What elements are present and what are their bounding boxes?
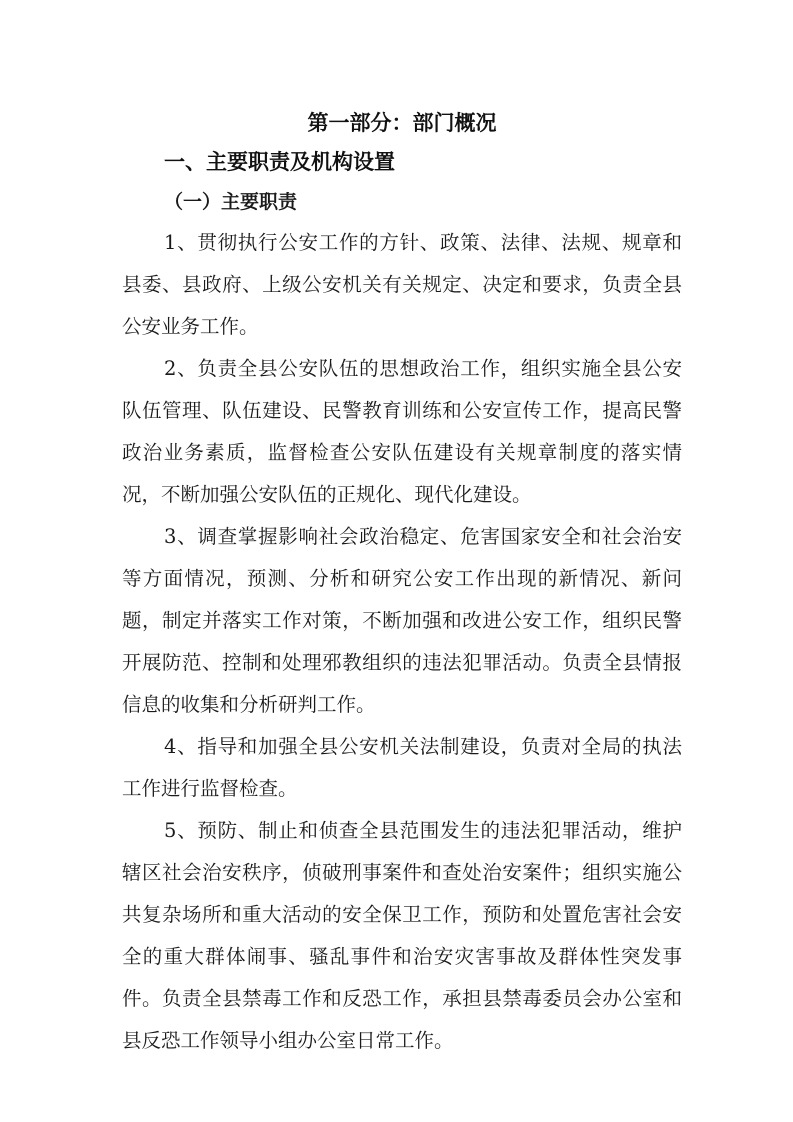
duty-paragraph-5: 5、预防、制止和侦查全县范围发生的违法犯罪活动，维护辖区社会治安秩序，侦破刑事案件和查处治安案件；组织实施公共复杂场所和重大活动的安全保卫工作，预防和处置危害社会安全的重大群体闹事、骚乱事件和治安灾害事故及群体性突发事件。负责全县禁毒工作和反恐工作，承担县禁毒委员会办公室和县反恐工作领导小组办公室日常工作。	[122, 819, 682, 1052]
document-title: 第一部分：部门概况	[307, 111, 497, 135]
document-body	[122, 104, 682, 1062]
subsection-heading: （一）主要职责	[164, 191, 298, 213]
duty-paragraph-3: 3、调查掌握影响社会政治稳定、危害国家安全和社会治安等方面情况，预测、分析和研究公安工作出现的新情况、新问题，制定并落实工作对策，不断加强和改进公安工作，组织民警开展防范、控制和处理邪教组织的违法犯罪活动。负责全县情报信息的收集和分析研判工作。	[122, 525, 682, 716]
section-heading: 一、主要职责及机构设置	[164, 150, 395, 174]
duty-paragraph-1: 1、贯彻执行公安工作的方针、政策、法律、法规、规章和县委、县政府、上级公安机关有关规定、决定和要求，负责全县公安业务工作。	[122, 231, 682, 338]
duty-paragraph-2: 2、负责全县公安队伍的思想政治工作，组织实施全县公安队伍管理、队伍建设、民警教育训练和公安宣传工作，提高民警政治业务素质，监督检查公安队伍建设有关规章制度的落实情况，不断加强公安队伍的正规化、现代化建设。	[122, 357, 682, 506]
duty-paragraph-4: 4、指导和加强全县公安机关法制建设，负责对全局的执法工作进行监督检查。	[122, 735, 682, 800]
